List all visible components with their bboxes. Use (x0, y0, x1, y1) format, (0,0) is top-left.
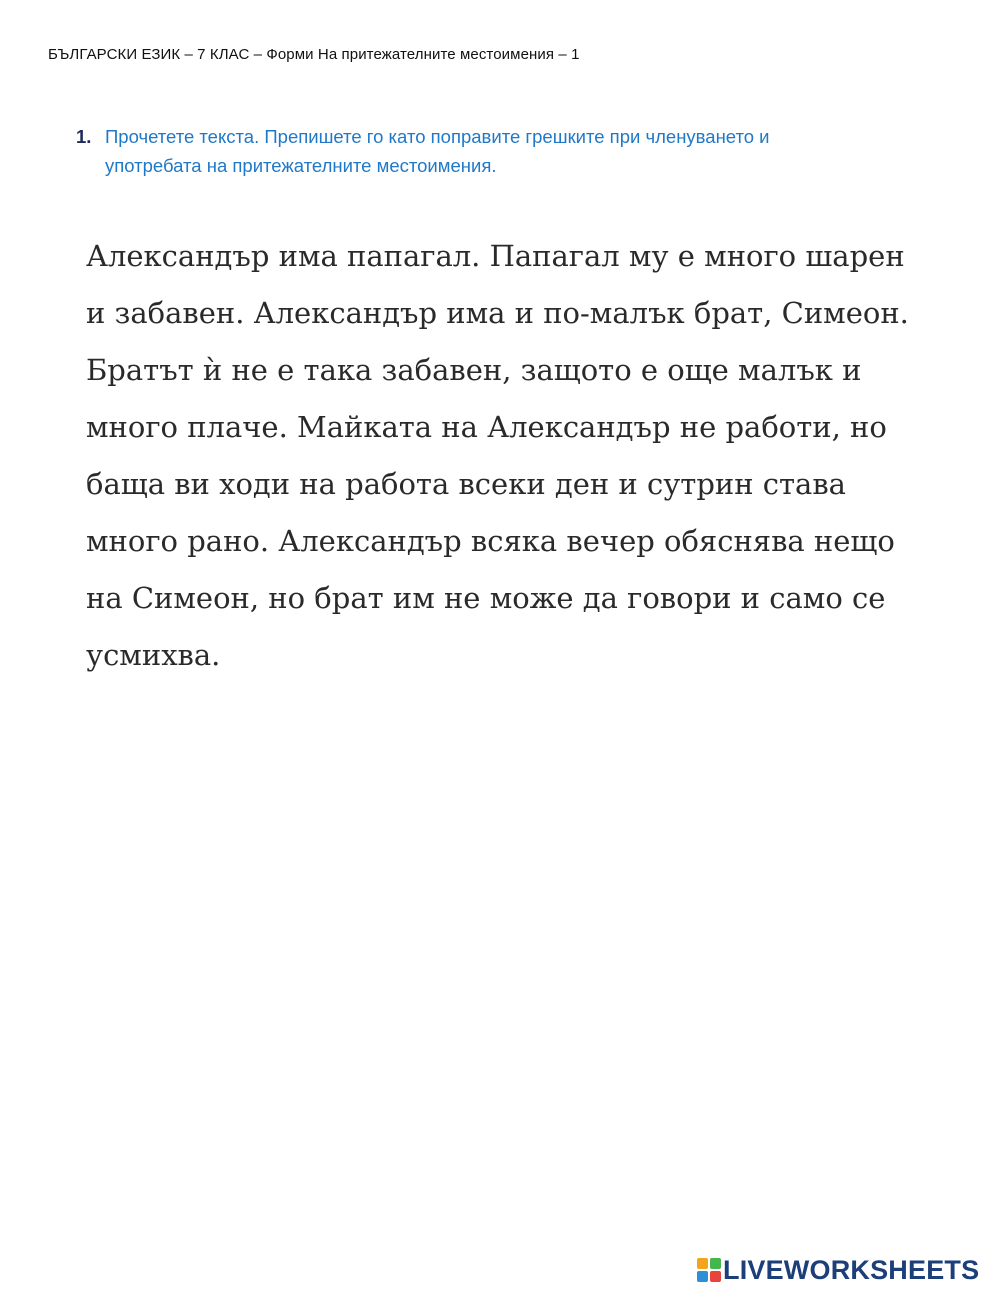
liveworksheets-logo (697, 1255, 979, 1285)
liveworksheets-logo-text: LIVEWORKSHEETS (723, 1254, 980, 1285)
task-text (105, 122, 896, 180)
task-text-line-1: Прочетете текста. Препишете го като поправите грешките при членуването и (105, 126, 770, 147)
task-text-line-2: употребата на притежателните местоимения. (105, 155, 497, 176)
page-header-title: БЪЛГАРСКИ ЕЗИК – 7 КЛАС – Форми На притежателните местоимения – 1 (48, 46, 580, 63)
passage-line: много рано. Александър всяка вечер обяснява нещо (86, 524, 895, 558)
passage-line: много плаче. Майката на Александър не работи, но (86, 410, 887, 444)
task-number: 1. (76, 126, 92, 147)
reading-passage (86, 228, 936, 684)
passage-line: Александър има папагал. Папагал му е много шарен (86, 239, 905, 273)
task-instruction (76, 122, 896, 180)
passage-line: и забавен. Александър има и по-малък брат, Симеон. (86, 296, 909, 330)
liveworksheets-logo-icon (697, 1258, 721, 1282)
passage-line: баща ви ходи на работа всеки ден и сутрин става (86, 467, 846, 501)
passage-line: Братът ѝ не е така забавен, защото е още малък и (86, 353, 862, 387)
passage-line: на Симеон, но брат им не може да говори и само се (86, 581, 886, 615)
passage-line: усмихва. (86, 638, 221, 672)
